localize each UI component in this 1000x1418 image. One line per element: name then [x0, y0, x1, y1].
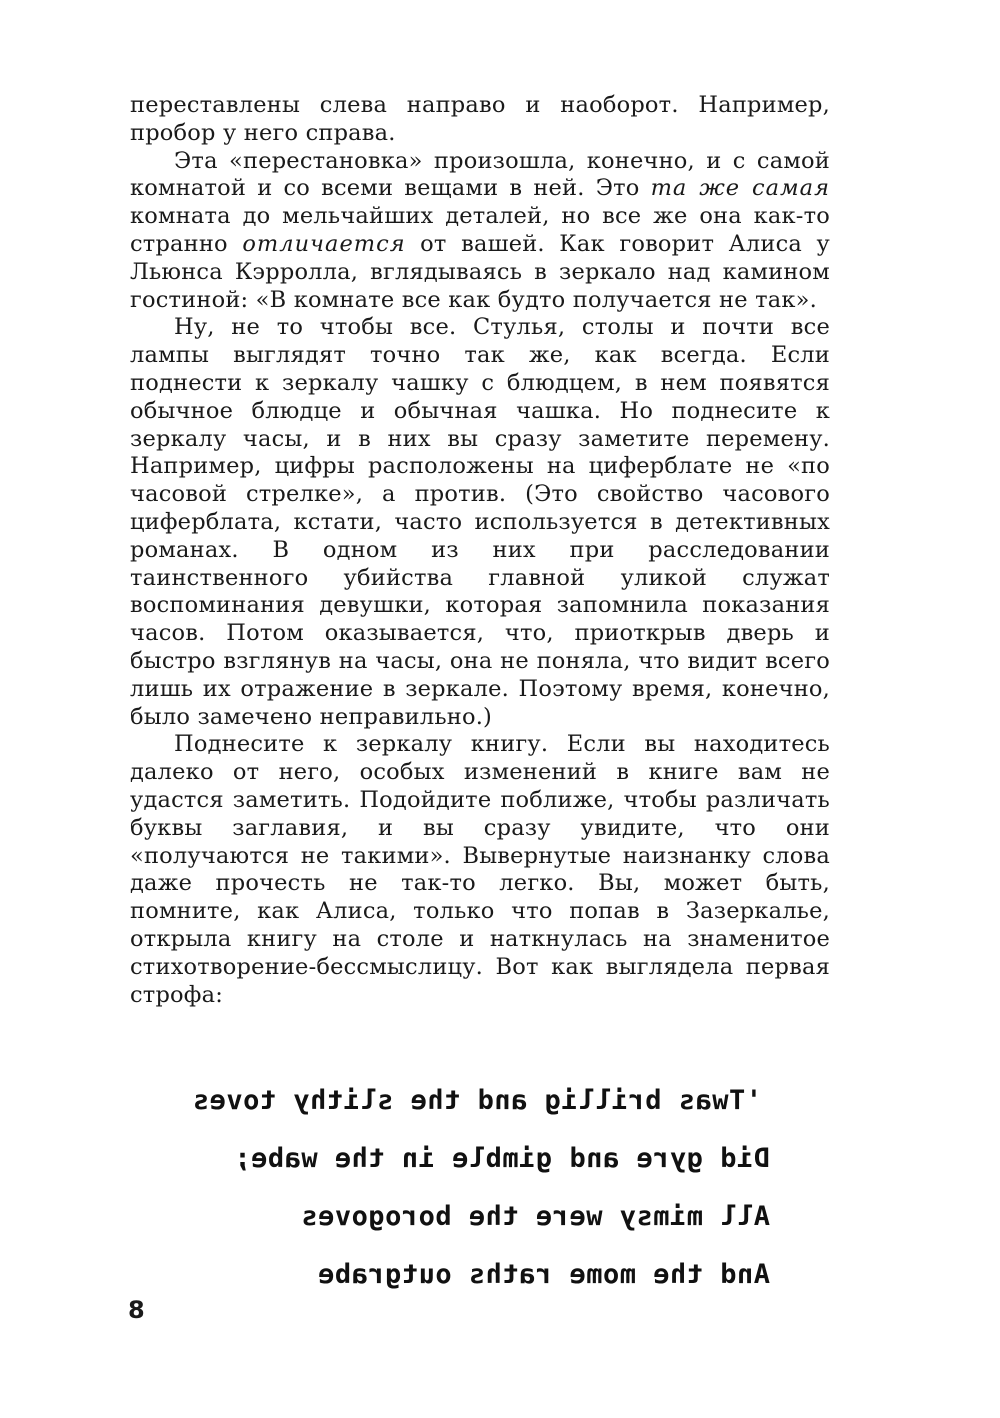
- paragraph-4: Поднесите к зеркалу книгу. Если вы находитесь далеко от него, особых изменений в книге вам не удастся заметить. Подойдите поближе, чтобы различать буквы заглавия, и вы сразу увидите, что они «получаются не такими». Вывернутые наизнанку слова даже прочесть не так-то легко. Вы, может быть, помните, как Алиса, только что попав в Зазеркалье, открыла книгу на столе и наткнулась на знаменитое стихотворение-бессмыслицу. Вот как выглядела первая строфа:: [130, 731, 830, 1008]
- poem-line-2: Did gyre and gimble in the wabe;: [233, 1143, 770, 1174]
- body-text: [130, 92, 830, 1009]
- paragraph-2-part-1: Эта «перестановка» произошла, конечно, и с самой комнатой и со всеми вещами в ней. Это: [130, 147, 830, 202]
- paragraph-1: переставлены слева направо и наоборот. Например, пробор у него справа.: [130, 92, 830, 146]
- paragraph-2: [130, 148, 830, 315]
- page-number: 8: [128, 1296, 145, 1324]
- poem-line-3: All mimsy were the borogoves: [300, 1201, 770, 1232]
- poem-line-1: 'Twas brillig and the slithy toves: [192, 1085, 762, 1116]
- italic-differs: отличается: [242, 230, 406, 257]
- paragraph-3: Ну, не то чтобы все. Стулья, столы и почти все лампы выглядят точно так же, как всегда. Если поднести к зеркалу чашку с блюдцем, в нем появятся обычное блюдце и обычная чашка. Но поднесите к зеркалу часы, и в них вы сразу заметите перемену. Например, цифры расположены на циферблате не «по часовой стрелке», а против. (Это свойство часового циферблата, кстати, часто используется в детективных романах. В одном из них при расследовании таинственного убийства главной уликой служат воспоминания девушки, которая запомнила показания часов. Потом оказывается, что, приоткрыв дверь и быстро взглянув на часы, она не поняла, что видит всего лишь их отражение в зеркале. Поэтому время, конечно, было замечено неправильно.): [130, 314, 830, 730]
- italic-same: та же самая: [650, 175, 830, 202]
- paragraph-2-part-2: комната до мельчайших деталей, но все же она как-то странно: [130, 203, 830, 257]
- poem-line-4: And the mome raths outgrabe: [317, 1259, 770, 1290]
- mirrored-poem: [150, 1072, 790, 1304]
- paragraph-2-part-3: от вашей. Как говорит Алиса у Льюнса Кэрролла, вглядываясь в зеркало над камином гостиной: «В комнате все как будто получается не так».: [130, 230, 830, 313]
